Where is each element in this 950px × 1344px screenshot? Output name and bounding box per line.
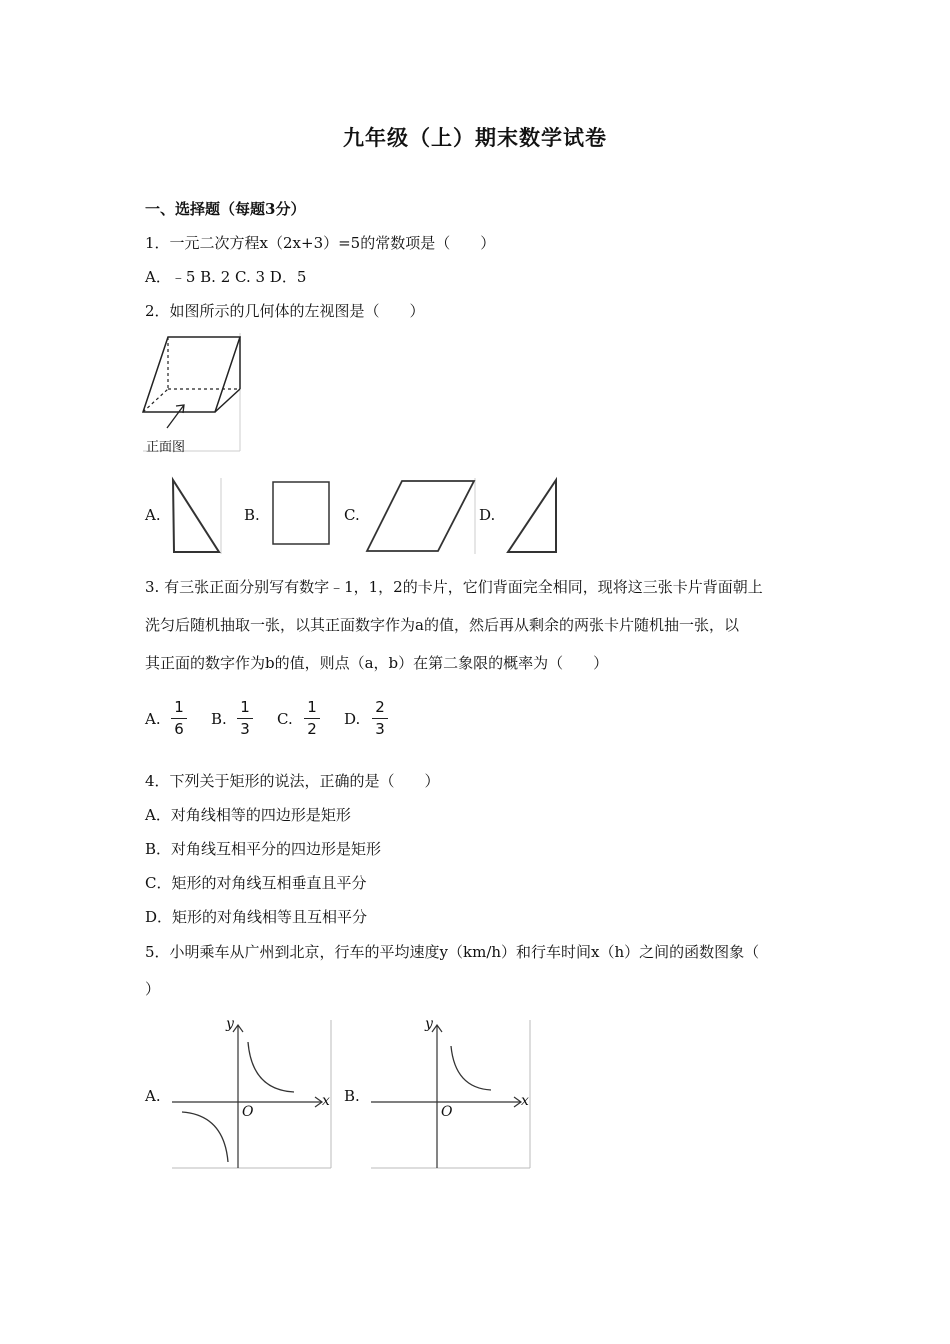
question-3-stem-line1: 3. 有三张正面分别写有数字﹣1，1，2的卡片，它们背面完全相同，现将这三张卡片背面朝上 (145, 578, 763, 596)
prism-figure (143, 333, 243, 453)
q5-option-b-label: B. (344, 1087, 360, 1105)
origin-label: O (441, 1104, 453, 1120)
q3-option-c-label: C. (277, 710, 293, 728)
q3-option-a-label: A. (145, 710, 161, 728)
q2-option-c-figure (364, 478, 476, 554)
question-1-stem: 1．一元二次方程x（2x+3）=5的常数项是（ ） (145, 234, 496, 252)
q2-option-d-label: D. (479, 506, 496, 524)
fraction-denominator: 6 (174, 720, 184, 738)
fraction-denominator: 2 (307, 720, 317, 738)
question-3-stem-line3: 其正面的数字作为b的值，则点（a，b）在第二象限的概率为（ ） (145, 654, 609, 672)
fraction-denominator: 3 (240, 720, 250, 738)
fraction-numerator: 1 (307, 698, 317, 716)
q3-option-b-fraction (236, 699, 254, 738)
q2-option-a-label: A. (145, 506, 161, 524)
question-5-stem-line1: 5．小明乘车从广州到北京，行车的平均速度y（km/h）和行车时间x（h）之间的函数图象（ (145, 943, 760, 961)
q3-option-c-fraction (303, 699, 321, 738)
q2-option-a-figure (170, 478, 222, 554)
fraction-numerator: 1 (240, 698, 250, 716)
origin-label: O (242, 1104, 254, 1120)
q2-option-b-label: B. (244, 506, 260, 524)
figure-caption: 正面图 (146, 440, 186, 455)
q2-option-c-label: C. (344, 506, 360, 524)
page-title: 九年级（上）期末数学试卷 (343, 125, 607, 150)
question-4-option-c: C．矩形的对角线互相垂直且平分 (145, 874, 367, 892)
y-axis-label: y (425, 1016, 433, 1032)
question-2-stem: 2．如图所示的几何体的左视图是（ ） (145, 302, 425, 320)
question-4-option-b: B．对角线互相平分的四边形是矩形 (145, 840, 382, 858)
question-4-option-d: D．矩形的对角线相等且互相平分 (145, 908, 368, 926)
q3-option-d-fraction (371, 699, 389, 738)
fraction-numerator: 1 (174, 698, 184, 716)
x-axis-label: x (322, 1093, 330, 1109)
question-3-stem-line2: 洗匀后随机抽取一张，以其正面数字作为a的值，然后再从剩余的两张卡片随机抽一张，以 (145, 616, 739, 634)
fraction-numerator: 2 (375, 698, 385, 716)
fraction-denominator: 3 (375, 720, 385, 738)
q3-option-a-fraction (170, 699, 188, 738)
question-1-options: A．﹣5 B. 2 C. 3 D．5 (145, 268, 307, 286)
hyperbola-both-quadrants-graph (172, 1020, 332, 1170)
question-5-stem-line2: ） (145, 980, 161, 998)
q3-option-b-label: B. (211, 710, 227, 728)
question-4-option-a: A．对角线相等的四边形是矩形 (145, 806, 351, 824)
question-4-stem: 4．下列关于矩形的说法，正确的是（ ） (145, 772, 440, 790)
q2-option-d-figure (505, 478, 560, 554)
q3-option-d-label: D. (344, 710, 361, 728)
q2-option-b-figure (271, 480, 331, 546)
hyperbola-first-quadrant-graph (371, 1020, 531, 1170)
y-axis-label: y (226, 1016, 234, 1032)
q5-option-a-label: A. (145, 1087, 161, 1105)
section-heading: 一、选择题（每题3分） (145, 200, 306, 218)
x-axis-label: x (521, 1093, 529, 1109)
